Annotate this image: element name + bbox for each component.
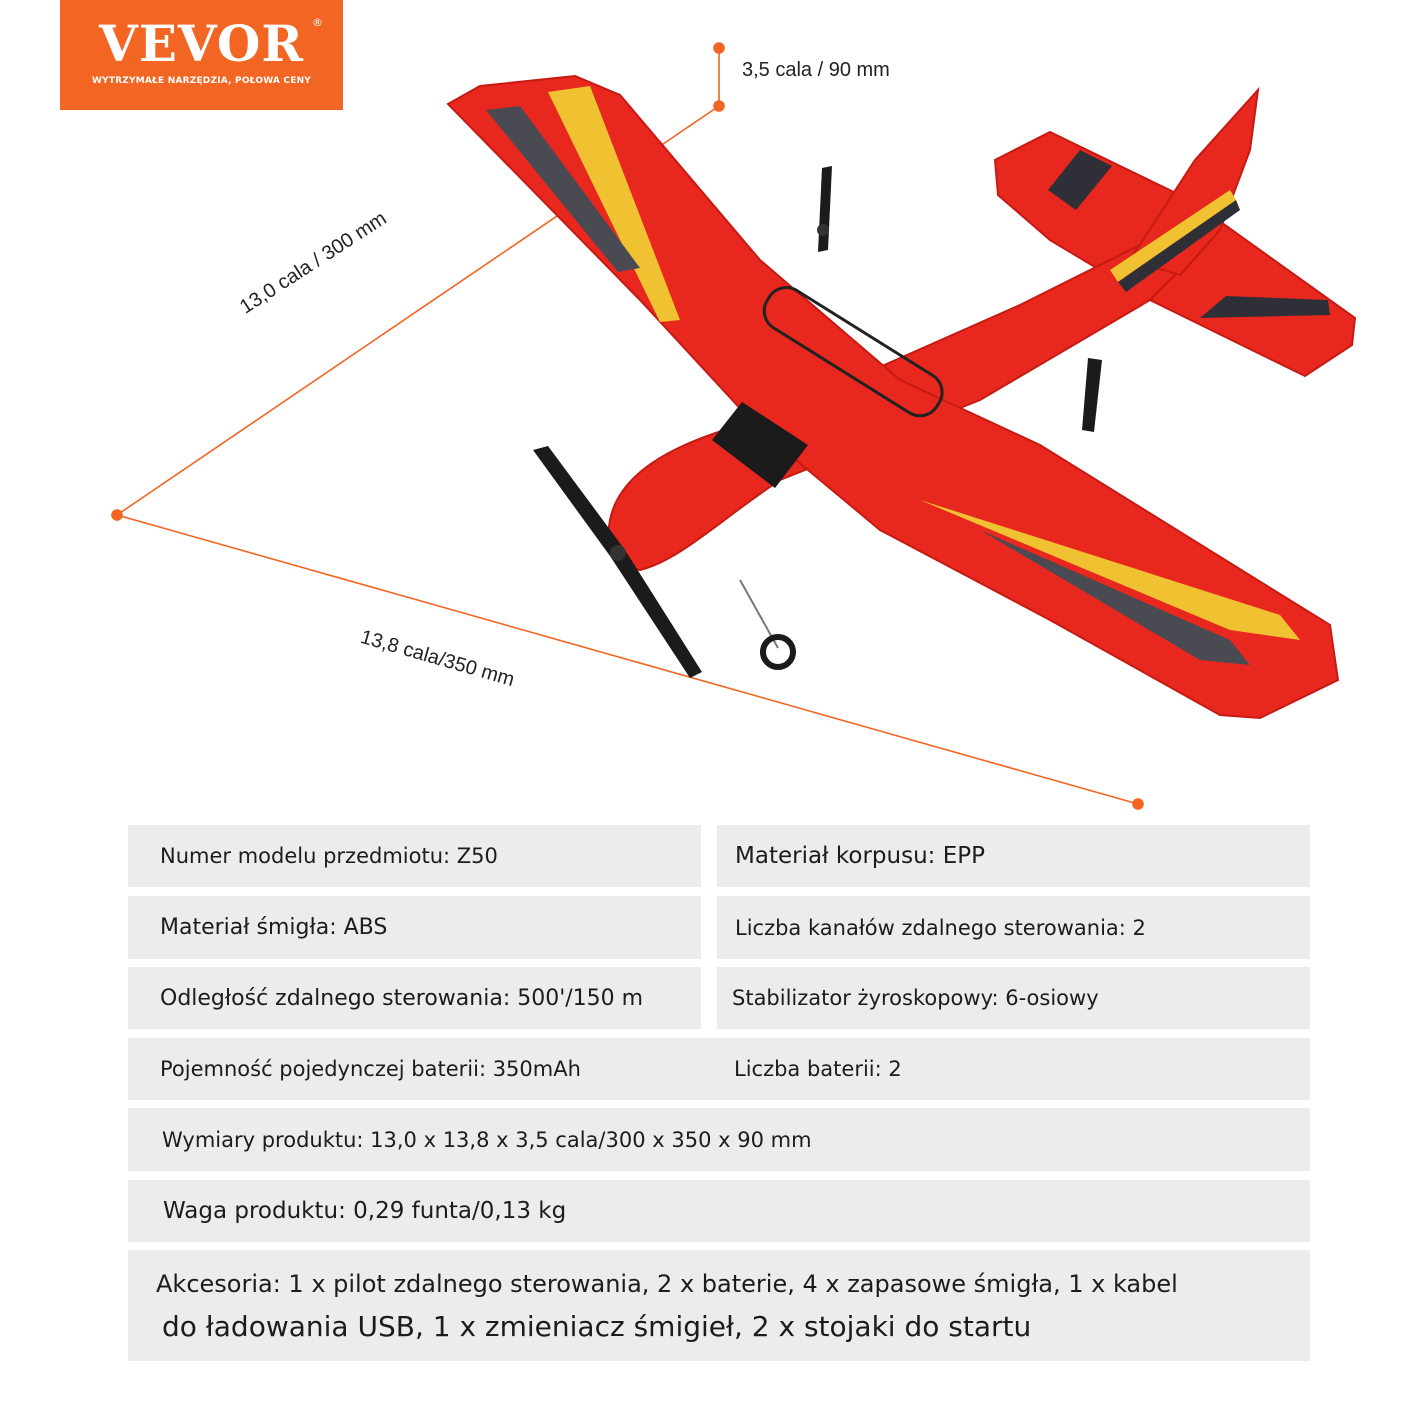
- spec-model-number: Numer modelu przedmiotu: Z50: [128, 825, 701, 887]
- spec-control-range: Odległość zdalnego sterowania: 500'/150 m: [128, 967, 701, 1029]
- spec-body-material: Materiał korpusu: EPP: [717, 825, 1310, 887]
- landing-gear-wheel: [763, 637, 793, 667]
- height-dimension-dot-top: [714, 43, 724, 53]
- airplane: [448, 76, 1355, 718]
- lower-propeller: [1082, 358, 1102, 432]
- spec-propeller-material: Materiał śmigła: ABS: [128, 896, 701, 959]
- spec-battery-capacity: Pojemność pojedynczej baterii: 350mAh: [160, 1057, 581, 1081]
- upper-propeller: [817, 166, 832, 252]
- length-dimension-label: 13,8 cala/350 mm: [357, 626, 517, 691]
- spec-battery-count: Liczba baterii: 2: [734, 1057, 902, 1081]
- spec-channels: Liczba kanałów zdalnego sterowania: 2: [717, 896, 1310, 959]
- accessories-line-2: do ładowania USB, 1 x zmieniacz śmigieł, 2 x stojaki do startu: [162, 1310, 1032, 1343]
- logo-registered-mark: ®: [312, 16, 323, 29]
- width-dimension-label: 13,0 cala / 300 mm: [236, 207, 391, 319]
- logo-tagline: WYTRZYMAŁE NARZĘDZIA, POŁOWA CENY: [91, 76, 312, 86]
- accessories-line-1: Akcesoria: 1 x pilot zdalnego sterowania, 2 x baterie, 4 x zapasowe śmigła, 1 x kabel: [156, 1270, 1178, 1298]
- height-dimension-label: 3,5 cala / 90 mm: [742, 59, 890, 81]
- spec-accessories: [128, 1250, 1310, 1361]
- logo-wordmark: VEVOR: [99, 14, 304, 73]
- length-dimension-dot: [1133, 799, 1143, 809]
- spec-product-weight: Waga produktu: 0,29 funta/0,13 kg: [128, 1180, 1310, 1242]
- spec-battery-row: [128, 1038, 1310, 1100]
- spec-gyro-stabilizer: Stabilizator żyroskopowy: 6-osiowy: [717, 967, 1310, 1029]
- spec-product-dimensions: Wymiary produktu: 13,0 x 13,8 x 3,5 cala/300 x 350 x 90 mm: [128, 1108, 1310, 1171]
